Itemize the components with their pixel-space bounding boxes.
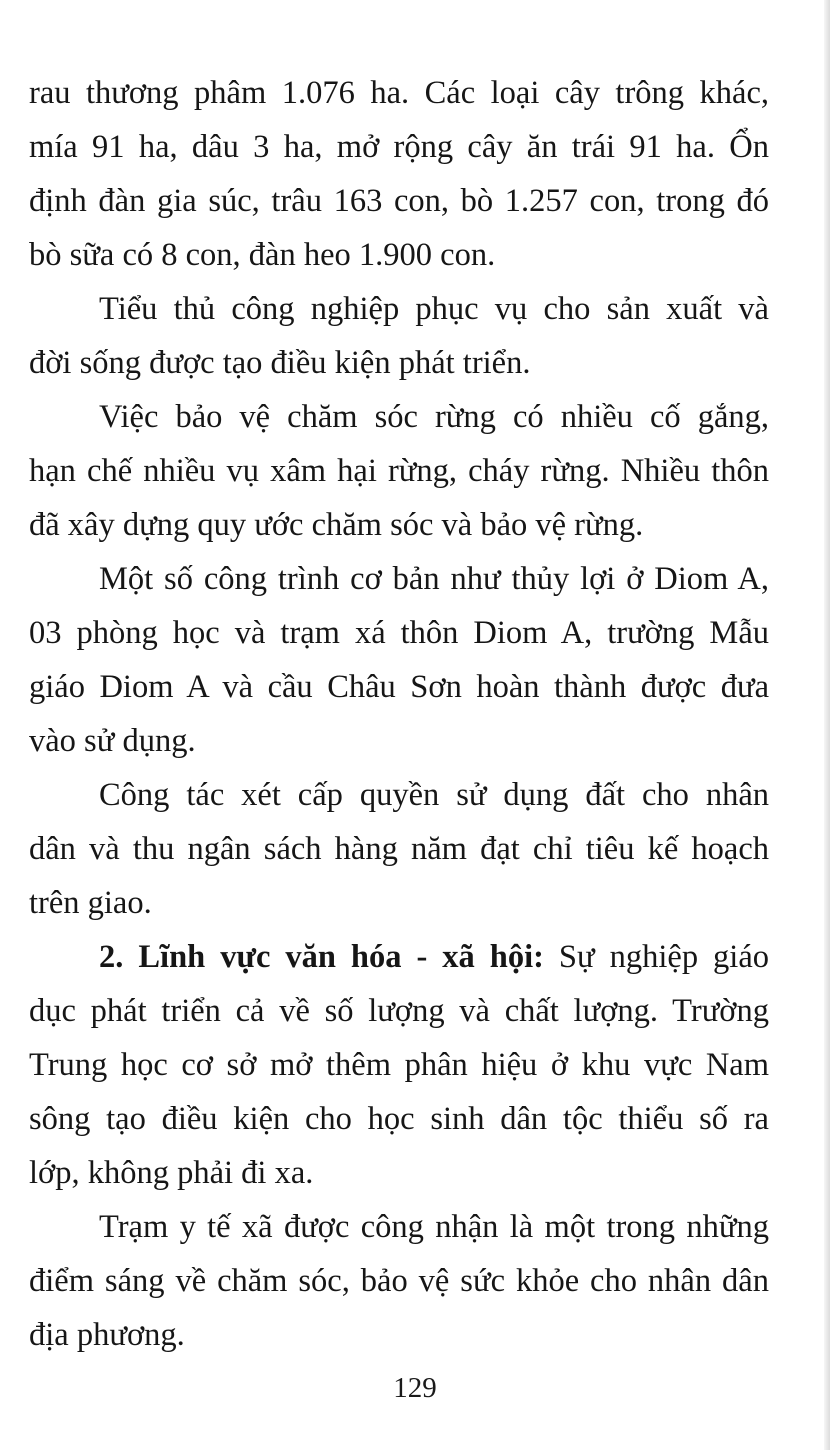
text-line: giáo Diom A và cầu Châu Sơn hoàn thành được đưa xyxy=(29,669,769,705)
text-line: địa phương. xyxy=(29,1317,185,1353)
paragraph-1 xyxy=(29,66,769,282)
paragraph-3 xyxy=(29,390,769,552)
text-line: Công tác xét cấp quyền sử dụng đất cho nhân xyxy=(99,777,769,813)
text-line: sông tạo điều kiện cho học sinh dân tộc thiểu số ra xyxy=(29,1101,769,1137)
text-line: 03 phòng học và trạm xá thôn Diom A, trường Mẫu xyxy=(29,615,769,651)
text-line: dân và thu ngân sách hàng năm đạt chỉ tiêu kế hoạch xyxy=(29,831,769,867)
text-line: định đàn gia súc, trâu 163 con, bò 1.257 con, trong đó xyxy=(29,183,769,219)
text-line: Trung học cơ sở mở thêm phân hiệu ở khu vực Nam xyxy=(29,1047,769,1083)
page-number: 129 xyxy=(393,1372,437,1404)
page-edge-shadow xyxy=(824,0,830,1450)
text-line: Trạm y tế xã được công nhận là một trong những xyxy=(99,1209,769,1245)
section-heading: 2. Lĩnh vực văn hóa - xã hội: xyxy=(99,939,544,975)
page-body xyxy=(29,66,769,1362)
text-line: rau thương phâm 1.076 ha. Các loại cây trông khác, xyxy=(29,75,769,111)
paragraph-2 xyxy=(29,282,769,390)
paragraph-5 xyxy=(29,768,769,930)
text-line: Tiểu thủ công nghiệp phục vụ cho sản xuất và xyxy=(99,291,769,327)
heading-line-rest: Sự nghiệp giáo xyxy=(543,939,770,975)
text-line: bò sữa có 8 con, đàn heo 1.900 con. xyxy=(29,237,496,273)
text-line: Một số công trình cơ bản như thủy lợi ở Diom A, xyxy=(99,561,769,597)
text-line: dục phát triển cả về số lượng và chất lượng. Trường xyxy=(29,993,769,1029)
text-line: lớp, không phải đi xa. xyxy=(29,1155,314,1191)
text-line: điểm sáng về chăm sóc, bảo vệ sức khỏe cho nhân dân xyxy=(29,1263,769,1299)
text-line: trên giao. xyxy=(29,885,152,921)
text-line xyxy=(29,930,769,984)
text-line: đã xây dựng quy ước chăm sóc và bảo vệ rừng. xyxy=(29,507,644,543)
text-line: hạn chế nhiều vụ xâm hại rừng, cháy rừng. Nhiều thôn xyxy=(29,453,769,489)
text-line: đời sống được tạo điều kiện phát triển. xyxy=(29,345,531,381)
paragraph-6 xyxy=(29,930,769,1200)
text-line: Việc bảo vệ chăm sóc rừng có nhiều cố gắng, xyxy=(99,399,769,435)
text-line: vào sử dụng. xyxy=(29,723,196,759)
text-line: mía 91 ha, dâu 3 ha, mở rộng cây ăn trái 91 ha. Ổn xyxy=(29,129,769,165)
paragraph-7 xyxy=(29,1200,769,1362)
paragraph-4 xyxy=(29,552,769,768)
